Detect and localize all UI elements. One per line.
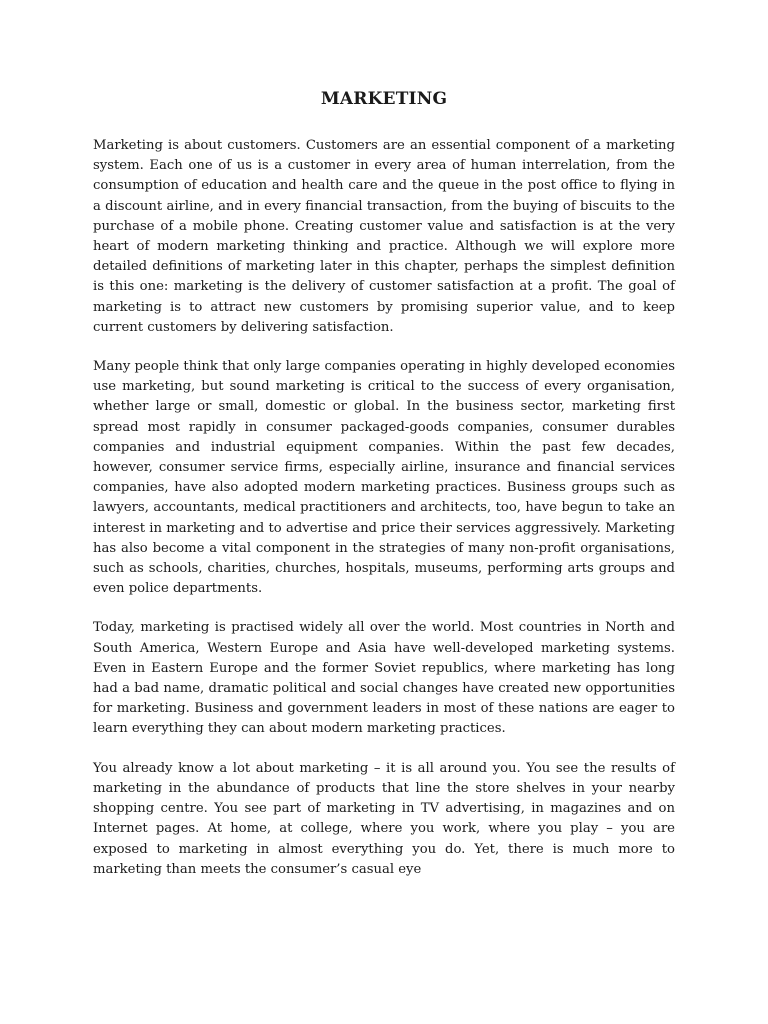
paragraph-2: Many people think that only large companies operating in highly developed economies use marketing, but sound marketing is critical to the success of every organisation, whether large or small, domestic or global. In the business sector, marketing first spread most rapidly in consumer packaged-goods companies, consumer durables companies and industrial equipment companies. Within the past few decades, however, consumer service firms, especially airline, insurance and financial services companies, have also adopted modern marketing practices. Business groups such as lawyers, accountants, medical practitioners and architects, too, have begun to take an interest in marketing and to advertise and price their services aggressively. Marketing has also become a vital component in the strategies of many non-profit organisations, such as schools, charities, churches, hospitals, museums, performing arts groups and even police departments.: [93, 359, 675, 597]
document-page: [93, 86, 675, 899]
page-title: MARKETING: [320, 89, 448, 109]
paragraph-3: Today, marketing is practised widely all over the world. Most countries in North and South America, Western Europe and Asia have well-developed marketing systems. Even in Eastern Europe and the former Soviet republics, where marketing has long had a bad name, dramatic political and social changes have created new opportunities for marketing. Business and government leaders in most of these nations are eager to learn everything they can about modern marketing practices.: [93, 620, 675, 737]
paragraph-1: Marketing is about customers. Customers are an essential component of a marketing system. Each one of us is a customer in every area of human interrelation, from the consumption of education and health care and the queue in the post office to flying in a discount airline, and in every financial transaction, from the buying of biscuits to the purchase of a mobile phone. Creating customer value and satisfaction is at the very heart of modern marketing thinking and practice. Although we will explore more detailed definitions of marketing later in this chapter, perhaps the simplest definition is this one: marketing is the delivery of customer satisfaction at a profit. The goal of marketing is to attract new customers by promising superior value, and to keep current customers by delivering satisfaction.: [93, 138, 675, 335]
paragraph-4: You already know a lot about marketing – it is all around you. You see the results of marketing in the abundance of products that line the store shelves in your nearby shopping centre. You see part of marketing in TV advertising, in magazines and on Internet pages. At home, at college, where you work, where you play – you are exposed to marketing in almost everything you do. Yet, there is much more to marketing than meets the consumer’s casual eye: [93, 760, 675, 877]
